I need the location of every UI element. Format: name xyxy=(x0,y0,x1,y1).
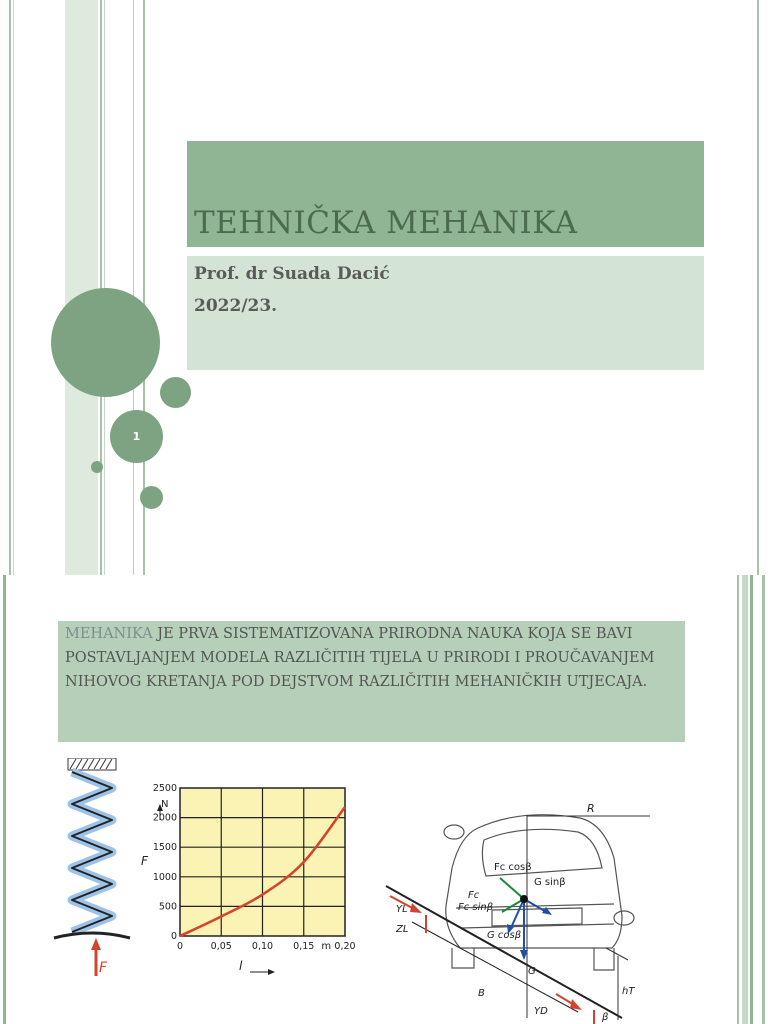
force-elongation-chart xyxy=(135,780,360,985)
decor-circle xyxy=(140,486,163,509)
y-tick-label: 2500 xyxy=(152,783,177,794)
car-forces-diagram xyxy=(382,798,682,1024)
label-fc-cos: Fc cosβ xyxy=(494,862,532,873)
decor-stripe xyxy=(13,0,14,575)
spring-base xyxy=(54,933,130,938)
decor-stripe xyxy=(3,575,6,1024)
y-tick-label: 1000 xyxy=(152,871,177,883)
decor-stripe xyxy=(750,575,753,1024)
label-g: G xyxy=(528,966,536,977)
label-fc-sin: Fc sinβ xyxy=(458,902,494,913)
decor-stripe xyxy=(757,0,759,575)
decor-stripe xyxy=(65,0,98,575)
decor-stripe xyxy=(9,0,11,575)
decor-stripe xyxy=(737,575,739,1024)
academic-year: 2022/23. xyxy=(194,296,278,316)
y-axis-unit: N xyxy=(161,799,169,810)
label-g-cos: G cosβ xyxy=(487,930,522,941)
spring-figure xyxy=(50,758,135,980)
decor-stripe xyxy=(762,575,765,1024)
x-tick-label: 0,20 xyxy=(334,941,356,952)
x-axis-label: l xyxy=(239,959,243,973)
label-beta: β xyxy=(602,1012,609,1023)
decor-circle-large xyxy=(51,288,160,397)
ground-line xyxy=(386,886,622,1018)
x-axis-unit: m xyxy=(321,941,332,952)
page-number: 1 xyxy=(110,410,163,463)
force-label: F xyxy=(99,960,108,976)
label-height: hT xyxy=(622,986,635,997)
label-fc: Fc xyxy=(468,890,480,901)
label-zl: ZL xyxy=(396,924,409,935)
y-tick-label: 0 xyxy=(170,931,177,942)
y-tick-label: 2000 xyxy=(152,812,177,824)
decor-circle xyxy=(160,377,191,408)
y-tick-label: 500 xyxy=(158,901,177,913)
decor-circle-small xyxy=(91,461,103,473)
label-g-sin: G sinβ xyxy=(534,877,566,888)
label-yd: YD xyxy=(534,1006,548,1017)
content-slide xyxy=(0,575,768,1024)
x-tick-label: 0,05 xyxy=(210,941,232,952)
label-yl: YL xyxy=(396,904,408,915)
x-tick-label: 0 xyxy=(176,941,184,952)
definition-text xyxy=(65,622,680,694)
label-track: B xyxy=(478,988,485,999)
slide-title: TEHNIČKA MEHANIKA xyxy=(194,205,578,241)
author: Prof. dr Suada Dacić xyxy=(194,264,390,284)
y-tick-label: 1500 xyxy=(152,842,177,854)
label-radius: R xyxy=(587,802,595,815)
x-tick-label: 0,10 xyxy=(251,941,274,952)
decor-stripe xyxy=(133,0,134,575)
keyword: MEHANIKA xyxy=(65,626,153,642)
decor-stripe xyxy=(742,575,748,1024)
definition-body: JE PRVA SISTEMATIZOVANA PRIRODNA NAUKA KOJA SE BAVI POSTAVLJANJEM MODELA RAZLIČITIH TIJELA U PRIRODI I PROUČAVANJEM NIHOVOG KRETANJA POD DEJSTVOM RAZLIČITIH MEHANIČKIH UTJECAJA. xyxy=(65,626,655,690)
x-tick-label: 0,15 xyxy=(293,941,315,952)
y-axis-label: F xyxy=(141,853,148,868)
